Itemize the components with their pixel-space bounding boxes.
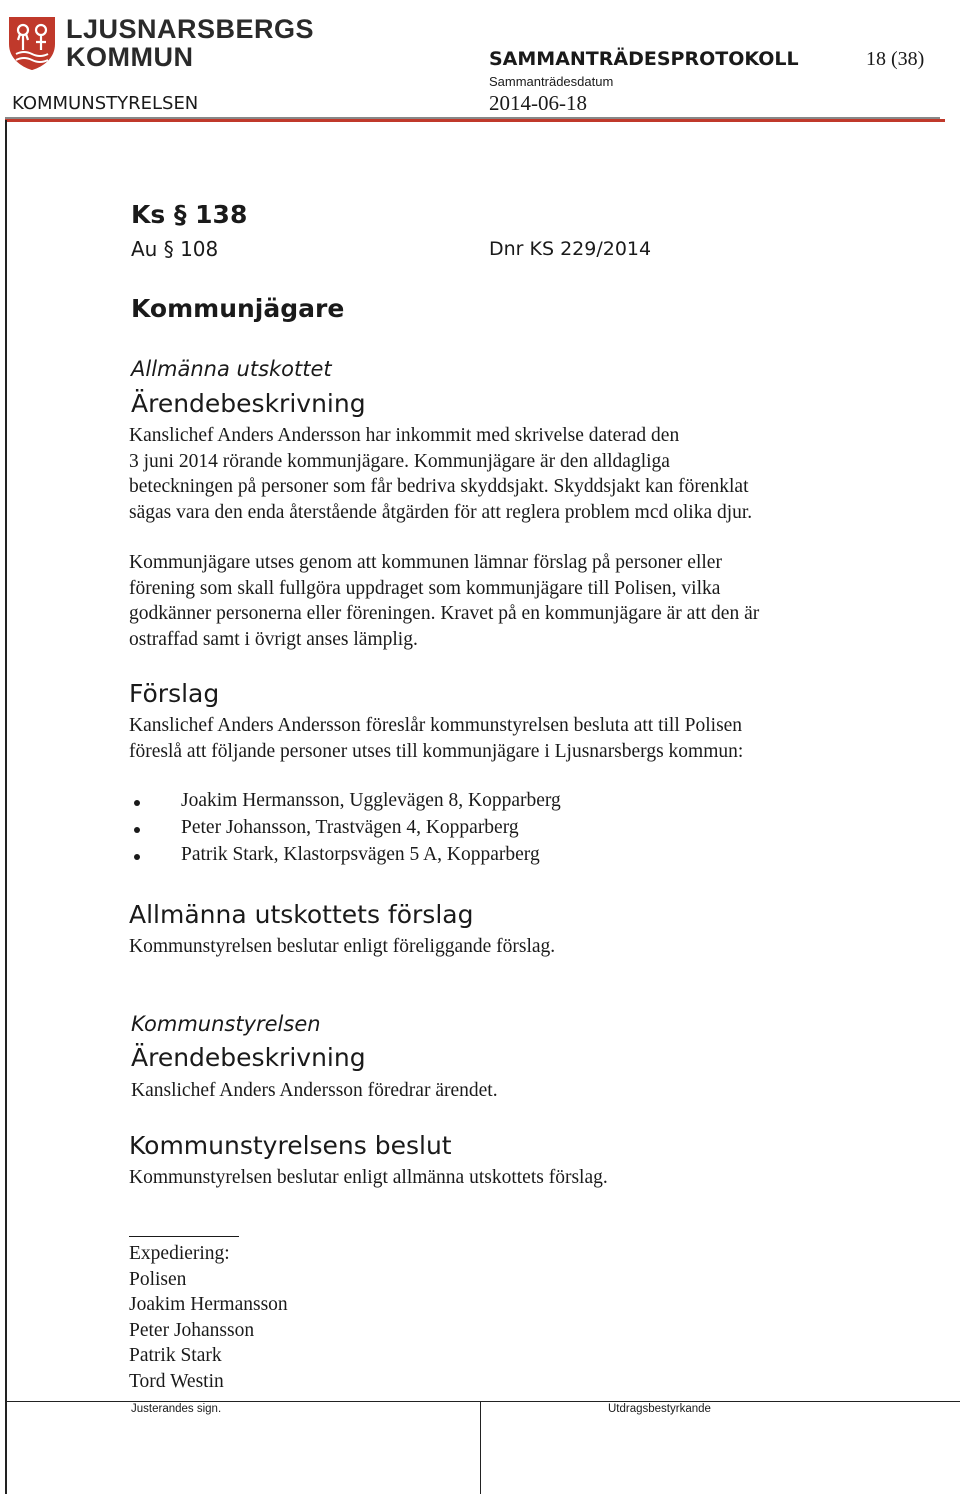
distribution-list [129,1241,288,1394]
recipient: Joakim Hermansson [129,1294,288,1315]
text-line: ostraffad samt i övrigt anses lämplig. [129,628,418,650]
footer-divider [5,1401,960,1402]
text-line: förening som skall fullgöra uppdraget som kommunjägare till Polisen, vilka [129,577,721,599]
person-entry: Peter Johansson, Trastvägen 4, Kopparberg [181,817,519,838]
text-line: 3 juni 2014 rörande kommunjägare. Kommunjägare är den alldagliga [129,450,670,472]
text-line: beteckningen på personer som får bedriva skyddsjakt. Skyddsjakt kan förenklat [129,476,749,497]
text-line: sägas vara den enda återstående åtgärden för att reglera problem mcd olika djur. [129,501,753,523]
body-name-ks: Kommunstyrelsen [131,1012,321,1036]
person-list [129,790,829,871]
distribution-label: Expediering: [129,1243,230,1264]
diary-number: Dnr KS 229/2014 [489,238,652,260]
department-name: KOMMUNSTYRELSEN [12,93,199,114]
person-entry: Joakim Hermansson, Ugglevägen 8, Kopparberg [181,790,561,811]
distribution-rule [129,1236,239,1237]
footer-initials-label: Justerandes sign. [131,1403,222,1415]
recipient: Tord Westin [129,1370,224,1392]
au-paragraph: Au § 108 [131,237,219,261]
meeting-date: 2014-06-18 [489,91,587,115]
recipient: Polisen [129,1268,187,1290]
description-paragraph-1 [129,423,869,525]
case-title: Kommunjägare [131,294,345,323]
logo-line-2: KOMMUN [66,42,194,72]
bullet-icon [134,854,140,860]
left-margin-rule [5,120,7,1494]
decision-text: Kommunstyrelsen beslutar enligt allmänna utskottets förslag. [129,1167,608,1188]
bullet-icon [134,827,140,833]
body-name-au: Allmänna utskottet [131,357,332,381]
text-line: Kanslichef Anders Andersson har inkommit med skrivelse daterad den [129,425,680,446]
recipient: Patrik Stark [129,1345,222,1366]
list-item [129,817,829,844]
page-number: 18 (38) [866,48,925,70]
section-heading-proposal: Förslag [129,679,220,708]
ks-description-text: Kanslichef Anders Andersson föredrar ärendet. [131,1080,498,1101]
recipient: Peter Johansson [129,1319,255,1341]
date-label: Sammanträdesdatum [489,74,614,89]
text-line: godkänner personerna eller föreningen. Kravet på en kommunjägare är att den är [129,603,760,624]
text-line: Kanslichef Anders Andersson föreslår kommunstyrelsen besluta att till Polisen [129,715,743,736]
text-line: Kommunjägare utses genom att kommunen lämnar förslag på personer eller [129,552,722,573]
municipality-logo [8,14,315,72]
proposal-paragraph [129,713,869,764]
section-heading-description: Ärendebeskrivning [131,389,366,418]
section-heading-au-proposal: Allmänna utskottets förslag [129,900,474,929]
section-heading-ks-description: Ärendebeskrivning [131,1043,366,1072]
footer-certification-label: Utdragsbestyrkande [608,1403,711,1415]
header-accent-divider [5,119,945,122]
list-item [129,790,829,817]
text-line: föreslå att följande personer utses till kommunjägare i Ljusnarsbergs kommun: [129,740,744,762]
coat-of-arms-icon [8,16,56,70]
description-paragraph-2 [129,550,869,652]
bullet-icon [134,800,140,806]
au-proposal-text: Kommunstyrelsen beslutar enligt föreliggande förslag. [129,936,556,957]
document-type: SAMMANTRÄDESPROTOKOLL [489,48,799,70]
person-entry: Patrik Stark, Klastorpsvägen 5 A, Kopparberg [181,844,540,865]
ks-paragraph: Ks § 138 [131,200,248,229]
list-item [129,844,829,871]
footer-column-divider [480,1401,481,1494]
logo-line-1: LJUSNARSBERGS [66,14,315,44]
section-heading-decision: Kommunstyrelsens beslut [129,1131,452,1160]
